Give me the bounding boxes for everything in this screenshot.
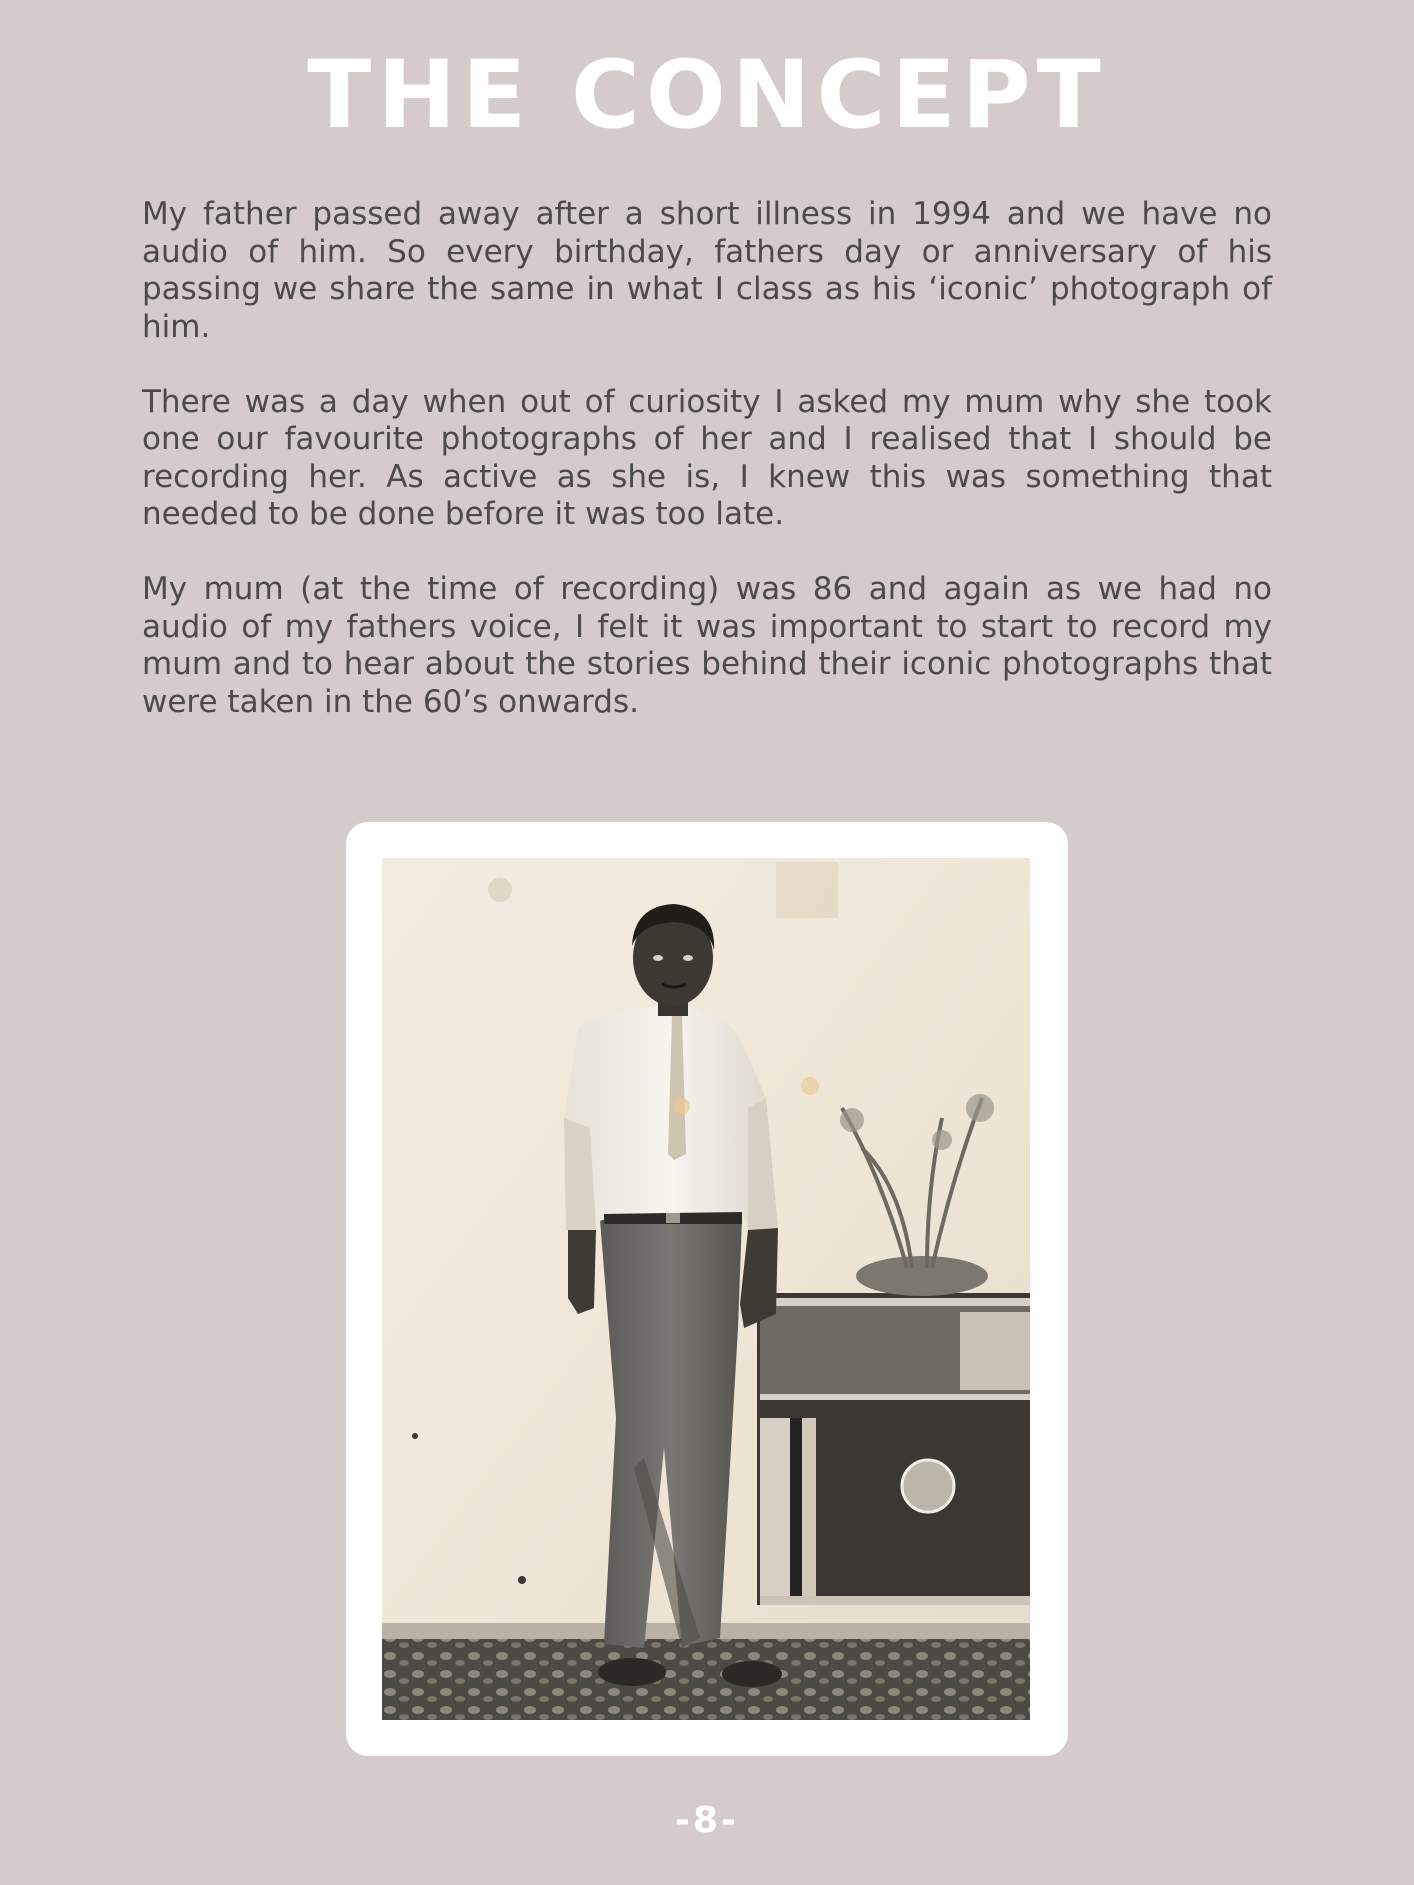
paragraph-3: My mum (at the time of recording) was 86 and again as we had no audio of my fathers voice, I felt it was important to start to record my mum and to hear about the stories behind their iconic photographs that were taken in the 60’s onwards. xyxy=(142,571,1272,720)
paragraph-1: My father passed away after a short illness in 1994 and we have no audio of him. So every birthday, fathers day or anniversary of his passing we share the same in what I class as his ‘iconic’ photograph of him. xyxy=(142,196,1272,345)
vintage-portrait-photo xyxy=(382,858,1030,1720)
body-text xyxy=(142,196,1272,759)
photo-frame xyxy=(346,822,1068,1756)
paragraph-2: There was a day when out of curiosity I asked my mum why she took one our favourite photographs of her and I realised that I should be recording her. As active as she is, I knew this was something that needed to be done before it was too late. xyxy=(142,383,1272,532)
page-title: THE CONCEPT xyxy=(307,41,1107,150)
page-number: -8- xyxy=(675,1800,739,1841)
